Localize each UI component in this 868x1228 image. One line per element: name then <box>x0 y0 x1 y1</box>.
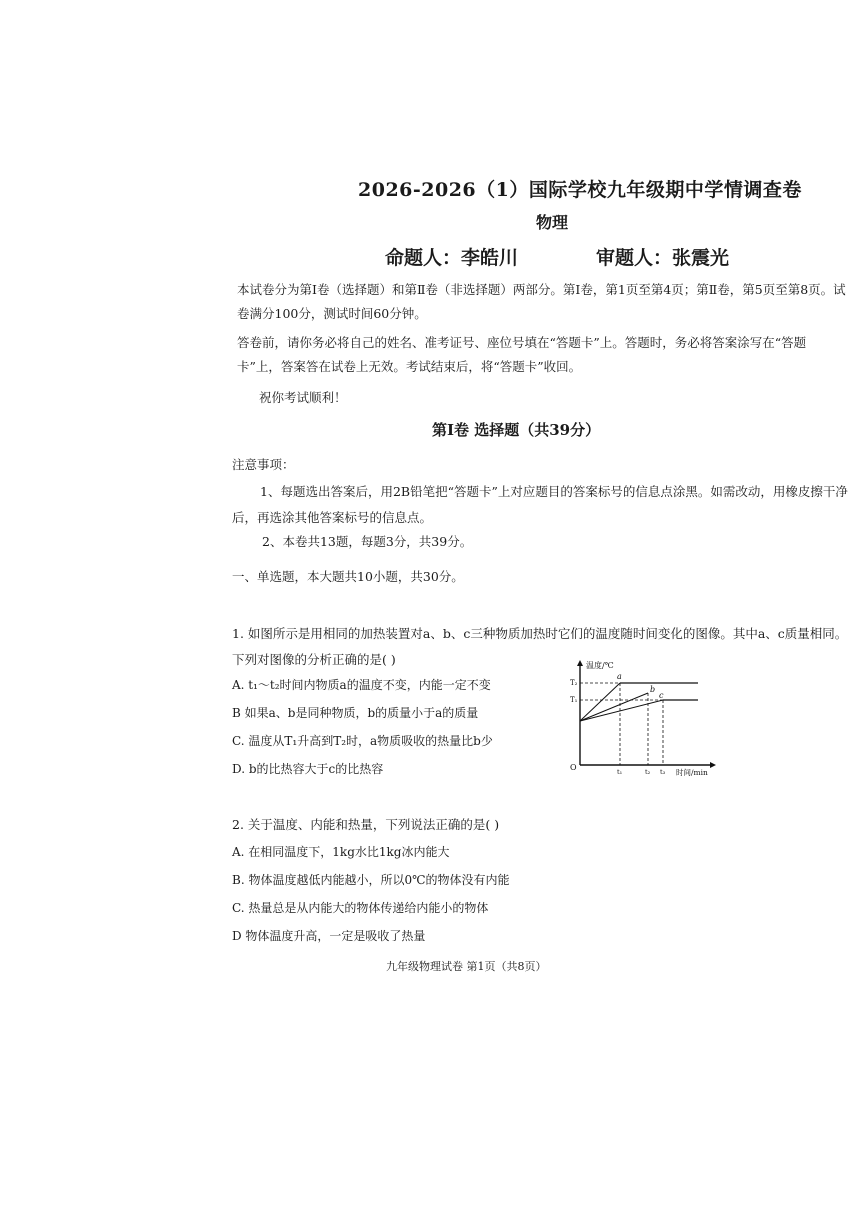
question-1-stem: 1. 如图所示是用相同的加热装置对a、b、c三种物质加热时它们的温度随时间变化的图像。其中a、c质量相同。下列对图像的分析正确的是( ) <box>232 626 848 667</box>
question-1-option-a: A. t₁～t₂时间内物质a的温度不变，内能一定不变 <box>232 678 491 692</box>
reviewer-line: 审题人：张震光 <box>596 247 730 269</box>
y-axis-label: 温度/℃ <box>586 661 614 670</box>
x-tick-t1: t₁ <box>617 768 623 776</box>
exam-title: 2026-2026（1）国际学校九年级期中学情调查卷 <box>358 179 802 201</box>
page-footer: 九年级物理试卷 第1页（共8页） <box>386 960 547 973</box>
subject-heading: 物理 <box>536 213 569 232</box>
x-axis-label: 时间/min <box>676 768 708 777</box>
good-luck-line: 祝你考试顺利！ <box>259 390 347 405</box>
curve-c-label: c <box>659 691 664 700</box>
curve-c-rise <box>580 700 663 721</box>
part1-title: 第Ⅰ卷 选择题（共39分） <box>432 421 601 439</box>
y-axis-arrow <box>577 660 583 666</box>
question-2-option-a: A. 在相同温度下，1kg水比1kg冰内能大 <box>232 845 450 859</box>
t2-label: T₂ <box>570 679 578 687</box>
curve-b-rise <box>580 693 648 721</box>
curve-b-label: b <box>650 685 656 694</box>
temperature-time-graph <box>568 657 728 777</box>
author-line: 命题人：李皓川 <box>385 247 519 269</box>
origin-label: O <box>570 763 577 772</box>
question-1-option-b: B 如果a、b是同种物质，b的质量小于a的质量 <box>232 706 479 720</box>
notice-heading: 注意事项： <box>232 457 295 472</box>
curve-a-rise <box>580 683 620 721</box>
t1-label: T₁ <box>570 696 578 704</box>
question-2-stem: 2. 关于温度、内能和热量，下列说法正确的是( ) <box>232 817 500 832</box>
x-tick-t3: t₃ <box>660 768 666 776</box>
question-2-option-b: B. 物体温度越低内能越小，所以0℃的物体没有内能 <box>232 873 510 887</box>
intro-paragraph-2: 答卷前，请你务必将自己的姓名、准考证号、座位号填在“答题卡”上。答题时，务必将答案涂写在“答题卡”上，答案答在试卷上无效。考试结束后，将“答题卡”收回。 <box>237 335 807 375</box>
question-1-option-d: D. b的比热容大于c的比热容 <box>232 762 384 776</box>
question-2-option-c: C. 热量总是从内能大的物体传递给内能小的物体 <box>232 901 489 915</box>
section-heading: 一、单选题，本大题共10小题，共30分。 <box>232 569 464 584</box>
intro-paragraph-1: 本试卷分为第Ⅰ卷（选择题）和第Ⅱ卷（非选择题）两部分。第Ⅰ卷，第1页至第4页；第Ⅱ卷，第5页至第8页。试卷满分100分，测试时间60分钟。 <box>237 282 846 322</box>
curve-a-label: a <box>617 672 622 681</box>
question-2-option-d: D 物体温度升高，一定是吸收了热量 <box>232 929 426 943</box>
question-1-option-c: C. 温度从T₁升高到T₂时，a物质吸收的热量比b少 <box>232 734 493 748</box>
notice-item-1: 1、每题选出答案后，用2B铅笔把“答题卡”上对应题目的答案标号的信息点涂黑。如需改动，用橡皮擦干净后，再选涂其他答案标号的信息点。 <box>232 484 848 525</box>
x-axis-arrow <box>710 762 716 768</box>
notice-item-2: 2、本卷共13题，每题3分，共39分。 <box>262 534 473 549</box>
x-tick-t2: t₂ <box>645 768 651 776</box>
